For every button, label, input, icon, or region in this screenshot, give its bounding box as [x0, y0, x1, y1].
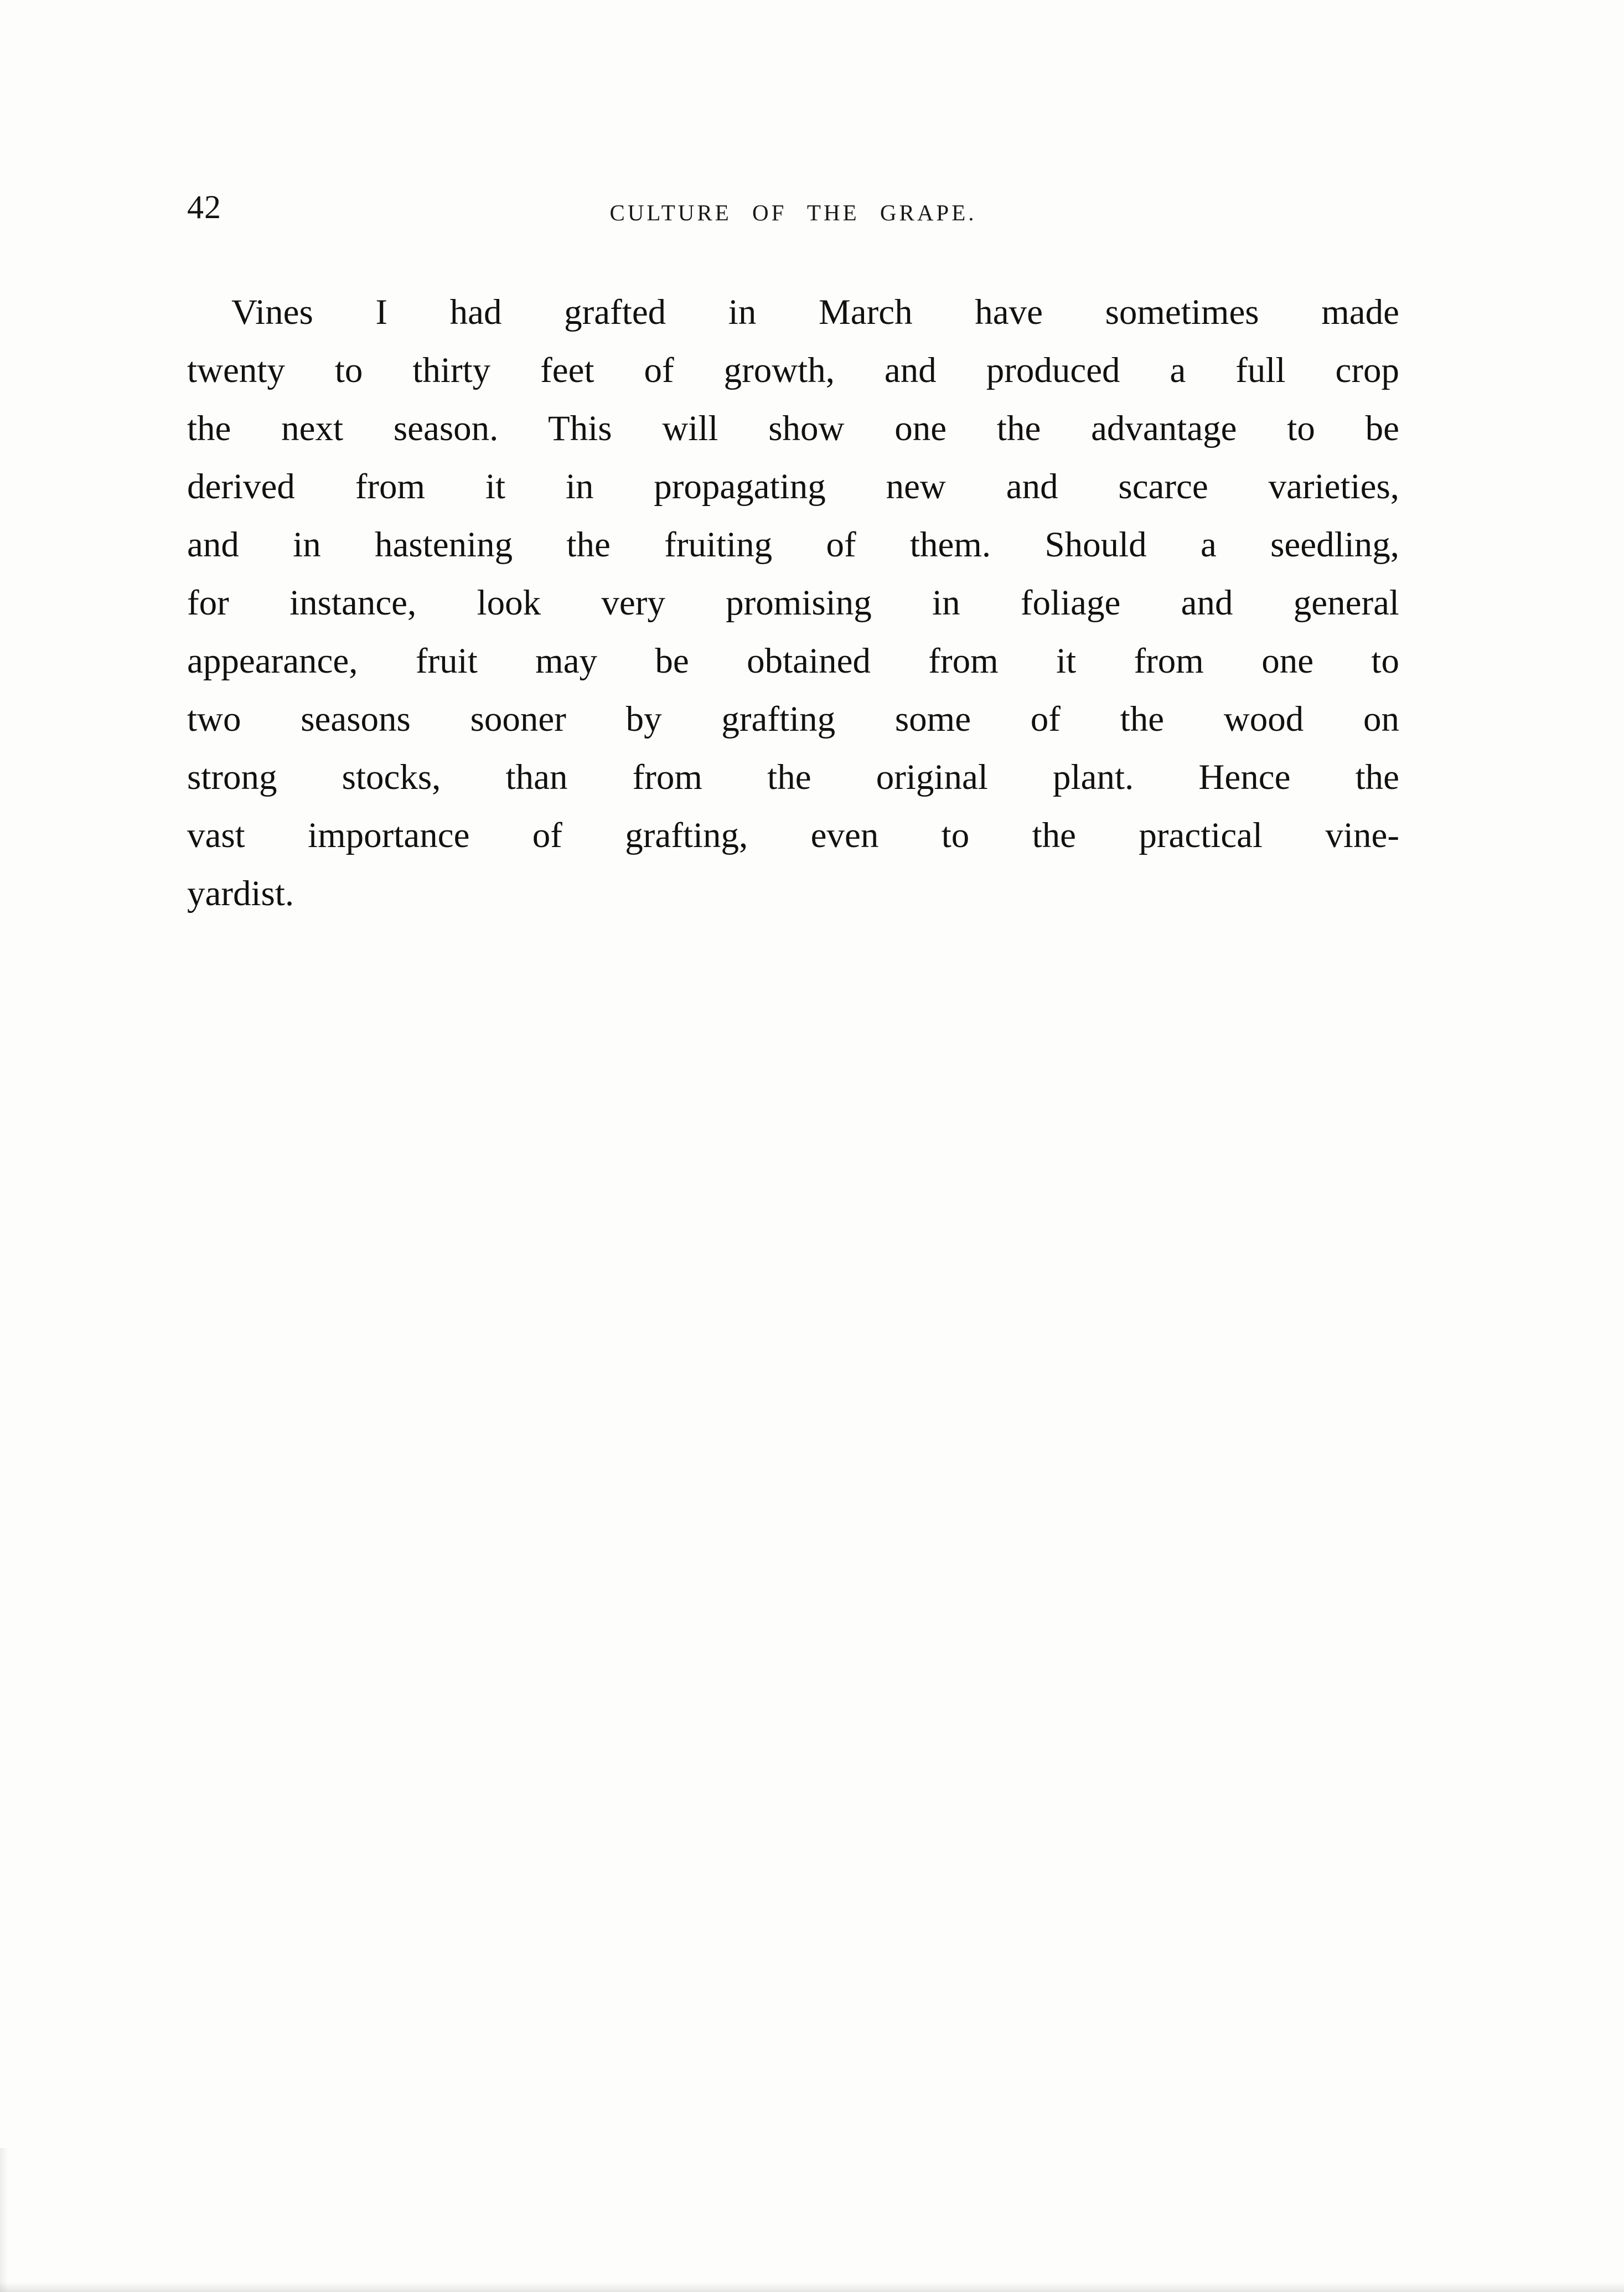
- text-line: for instance, look very promising in foliage and general: [187, 583, 1399, 623]
- running-head: CULTURE OF THE GRAPE.: [609, 200, 977, 225]
- text-line: Vines I had grafted in March have sometimes made: [231, 292, 1399, 332]
- page-content: [187, 189, 1399, 923]
- scan-edge-shadow-bottom: [0, 2282, 1624, 2292]
- text-line: strong stocks, than from the original plant. Hence the: [187, 757, 1399, 797]
- text-line: and in hastening the fruiting of them. Should a seedling,: [187, 525, 1399, 565]
- text-line: appearance, fruit may be obtained from it from one to: [187, 641, 1399, 681]
- text-line: the next season. This will show one the advantage to be: [187, 409, 1399, 448]
- page-number: 42: [187, 189, 221, 225]
- text-line: twenty to thirty feet of growth, and produced a full crop: [187, 350, 1399, 390]
- text-line: two seasons sooner by grafting some of the wood on: [187, 699, 1399, 739]
- text-line: derived from it in propagating new and scarce varieties,: [187, 467, 1399, 507]
- body-paragraph: [187, 283, 1399, 923]
- page-header: [187, 189, 1399, 230]
- scan-edge-shadow-left: [0, 2148, 8, 2292]
- text-line: yardist.: [187, 874, 294, 913]
- text-line: vast importance of grafting, even to the practical vine-: [187, 815, 1399, 855]
